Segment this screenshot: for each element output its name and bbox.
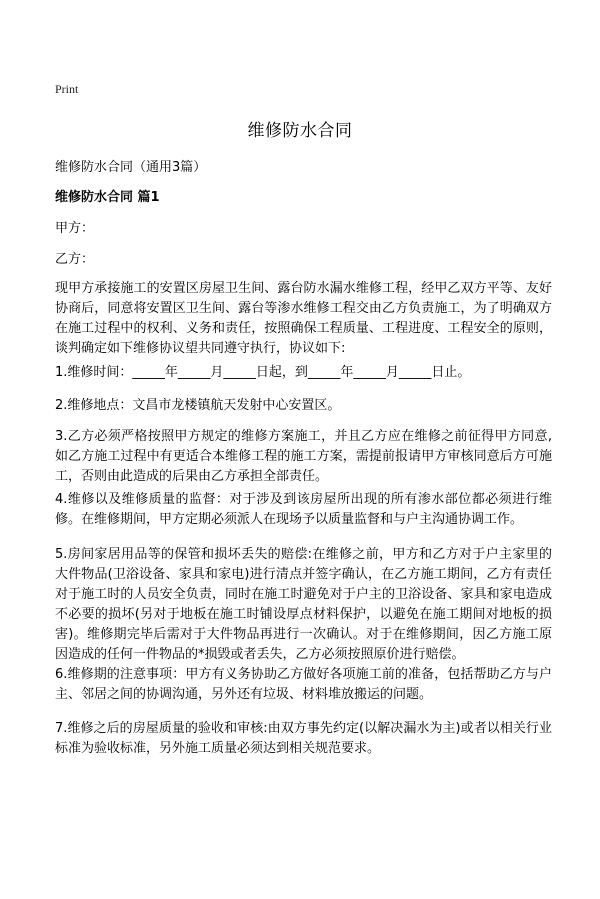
clause-3-paragraph: 3.乙方必须严格按照甲方规定的维修方案施工，并且乙方应在维修之前征得甲方同意,如乙方施工过程中有更适合本维修工程的施工方案，需提前报请甲方审核同意后方可施工，否则由此造成的后果由乙方承担全部责任。 [55,429,552,484]
print-link[interactable]: Print [55,82,79,96]
party-a-label: 甲方： [55,221,95,236]
intro-paragraph: 现甲方承接施工的安置区房屋卫生间、露台防水漏水维修工程，经甲乙双方平等、友好协商后，同意将安置区卫生间、露台等渗水维修工程交由乙方负责施工，为了明确双方在施工过程中的权利、义务和责任，按照确保工程质量、工程进度、工程安全的原则，谈判确定如下维修协议望共同遵守执行，协议如下: [55,281,552,356]
section-heading: 维修防水合同 篇1 [55,190,160,205]
clause-7-paragraph: 7.维修之后的房屋质量的验收和审核:由双方事先约定(以解决漏水为主)或者以相关行业标准为验收标准，另外施工质量必须达到相关规范要求。 [55,721,552,756]
document-title: 维修防水合同 [247,121,353,141]
document-subtitle: 维修防水合同（通用3篇） [55,160,207,175]
party-b-label: 乙方： [55,252,95,267]
clause-1-paragraph: 1.维修时间：_____年_____月_____日起，到_____年_____月_____日止。 [55,365,471,380]
clause-4-paragraph: 4.维修以及维修质量的监督：对于涉及到该房屋所出现的所有渗水部位都必须进行维修。在维修期间，甲方定期必须派人在现场予以质量监督和与户主沟通协调工作。 [55,492,552,527]
clause-2-paragraph: 2.维修地点：文昌市龙楼镇航天发射中心安置区。 [55,398,341,413]
clause-6-paragraph: 6.维修期的注意事项：甲方有义务协助乙方做好各项施工前的准备，包括帮助乙方与户主、邻居之间的协调沟通，另外还有垃圾、材料堆放搬运的问题。 [55,667,552,702]
clause-5-paragraph: 5.房间家居用品等的保管和损坏丢失的赔偿:在维修之前，甲方和乙方对于户主家里的大件物品(卫浴设备、家具和家电)进行清点并签字确认，在乙方施工期间，乙方有责任对于施工时的人员安全负责，同时在施工时避免对于户主的卫浴设备、家具和家电造成不必要的损坏(另对于地板在施工时铺设厚点材料保护，以避免在施工期间对地板的损害)。维修期完毕后需对于大件物品再进行一次确认。对于在维修期间，因乙方施工原因造成的任何一件物品的*损毁或者丢失，乙方必须按照原价进行赔偿。 [55,547,552,662]
